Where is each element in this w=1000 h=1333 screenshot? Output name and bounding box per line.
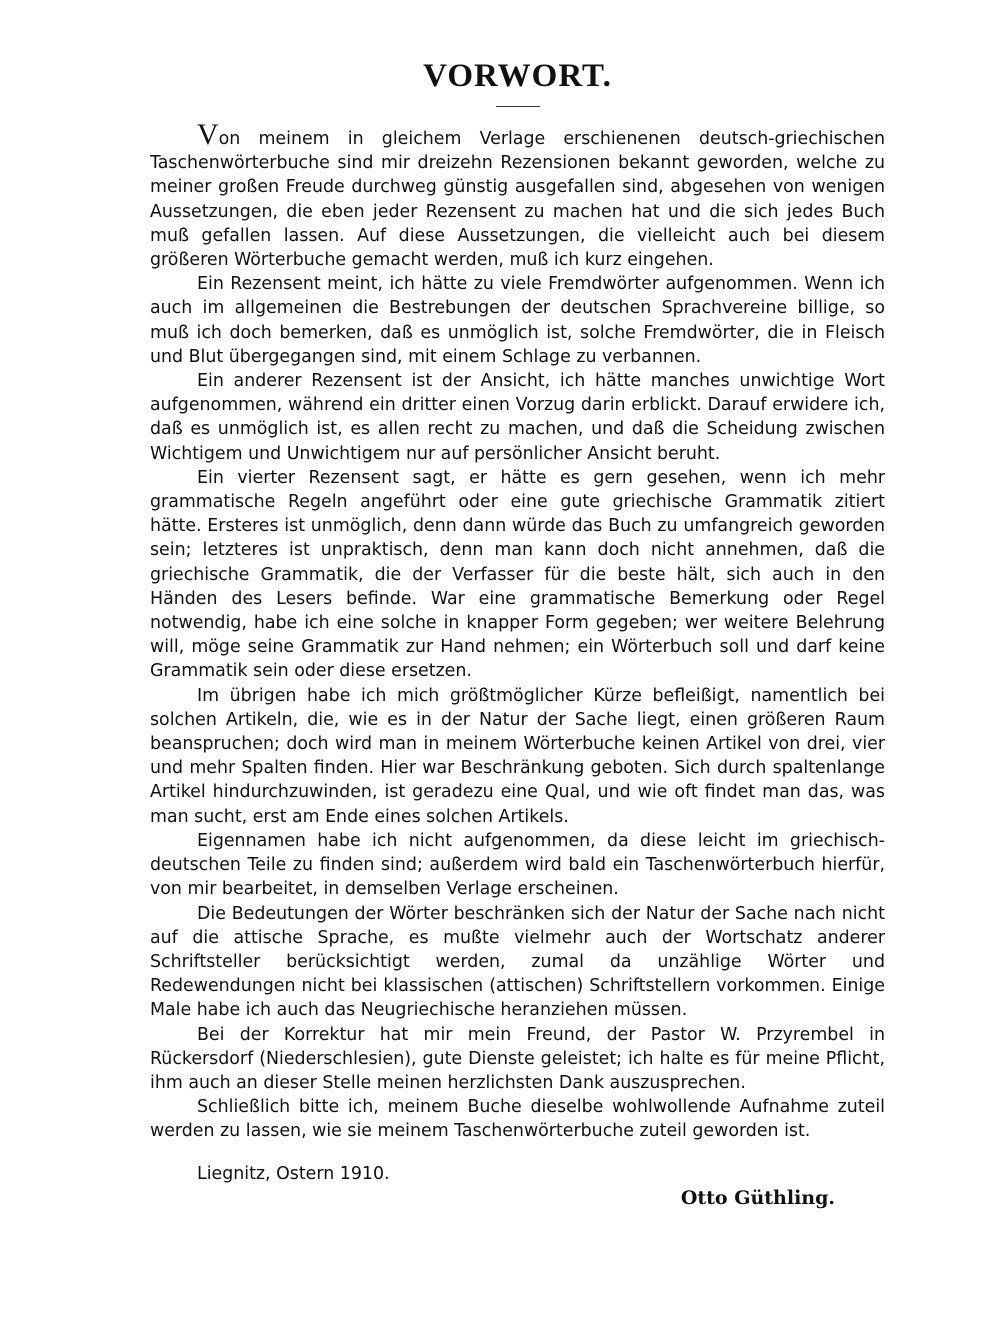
paragraph [150, 118, 885, 272]
paragraph-text: on meinem in gleichem Verlage erschienenen deutsch-griechischen Taschenwörterbuche sind mir dreizehn Rezensionen bekannt geworden, welche zu meiner großen Freude durchweg günstig ausgefallen sind, abgesehen von wenigen Aussetzungen, die eben jeder Rezensent zu machen hat und die sich jedes Buch muß gefallen lassen. Auf diese Aussetzungen, die vielleicht auch bei diesem größeren Wörterbuche gemacht werden, muß ich kurz eingehen. [150, 129, 885, 271]
closing-block [150, 1162, 885, 1222]
preface-body [150, 118, 885, 1144]
drop-cap: V [197, 118, 219, 151]
preface-page [150, 56, 885, 1222]
paragraph: Die Bedeutungen der Wörter beschränken sich der Natur der Sache nach nicht auf die attische Sprache, es mußte vielmehr auch der Wortschatz anderer Schriftsteller berücksichtigt werden, zumal da unzählige Wörter und Redewendungen nicht bei klassischen (attischen) Schriftstellern vorkommen. Einige Male habe ich auch das Neugriechische heranziehen müssen. [150, 903, 885, 1021]
paragraph: Im übrigen habe ich mich größtmöglicher Kürze befleißigt, namentlich bei solchen Artikeln, die, wie es in der Natur der Sache liegt, einen größeren Raum beanspruchen; doch wird man in meinem Wörterbuche keinen Artikel von drei, vier und mehr Spalten finden. Hier war Beschränkung geboten. Sich durch spaltenlange Artikel hindurchzuwinden, ist geradezu eine Qual, und wie oft findet man das, was man sucht, erst am Ende eines solchen Artikels. [150, 685, 885, 827]
paragraph: Bei der Korrektur hat mir mein Freund, der Pastor W. Przyrembel in Rückersdorf (Niederschlesien), gute Dienste geleistet; ich halte es für meine Pflicht, ihm auch an dieser Stelle meinen herzlichsten Dank auszusprechen. [150, 1024, 885, 1093]
paragraph: Ein anderer Rezensent ist der Ansicht, ich hätte manches unwichtige Wort aufgenommen, während ein dritter einen Vorzug darin erblickt. Darauf erwidere ich, daß es unmöglich ist, es allen recht zu machen, und daß die Scheidung zwischen Wichtigem und Unwichtigem nur auf persönlicher Ansicht beruht. [150, 371, 885, 464]
title-divider [496, 106, 540, 107]
paragraph: Ein vierter Rezensent sagt, er hätte es gern gesehen, wenn ich mehr grammatische Regeln angeführt oder eine gute griechische Grammatik zitiert hätte. Ersteres ist unmöglich, denn dann würde das Buch zu umfangreich geworden sein; letzteres ist unpraktisch, denn man kann doch nicht annehmen, daß die griechische Grammatik, die der Verfasser für die beste hält, sich auch in den Händen des Lesers befinde. War eine grammatische Bemerkung oder Regel notwendig, habe ich eine solche in knapper Form gegeben; wer weitere Belehrung will, möge seine Grammatik zur Hand nehmen; ein Wörterbuch soll und darf keine Grammatik sein oder diese ersetzen. [150, 467, 885, 682]
paragraph: Schließlich bitte ich, meinem Buche dieselbe wohlwollende Aufnahme zuteil werden zu lassen, wie sie meinem Taschenwörterbuche zuteil geworden ist. [150, 1097, 885, 1142]
author-signature: Otto Güthling. [680, 1186, 835, 1209]
paragraph: Eigennamen habe ich nicht aufgenommen, da diese leicht im griechisch-deutschen Teile zu finden sind; außerdem wird bald ein Taschenwörterbuch hierfür, von mir bearbeitet, in demselben Verlage erscheinen. [150, 830, 885, 900]
page-title: VORWORT. [423, 58, 612, 94]
paragraph: Ein Rezensent meint, ich hätte zu viele Fremdwörter aufgenommen. Wenn ich auch im allgemeinen die Bestrebungen der deutschen Sprachvereine billige, so muß ich doch bemerken, daß es unmöglich ist, solche Fremdwörter, die in Fleisch und Blut übergegangen sind, mit einem Schlage zu verbannen. [150, 274, 885, 367]
place-date: Liegnitz, Ostern 1910. [197, 1163, 390, 1184]
